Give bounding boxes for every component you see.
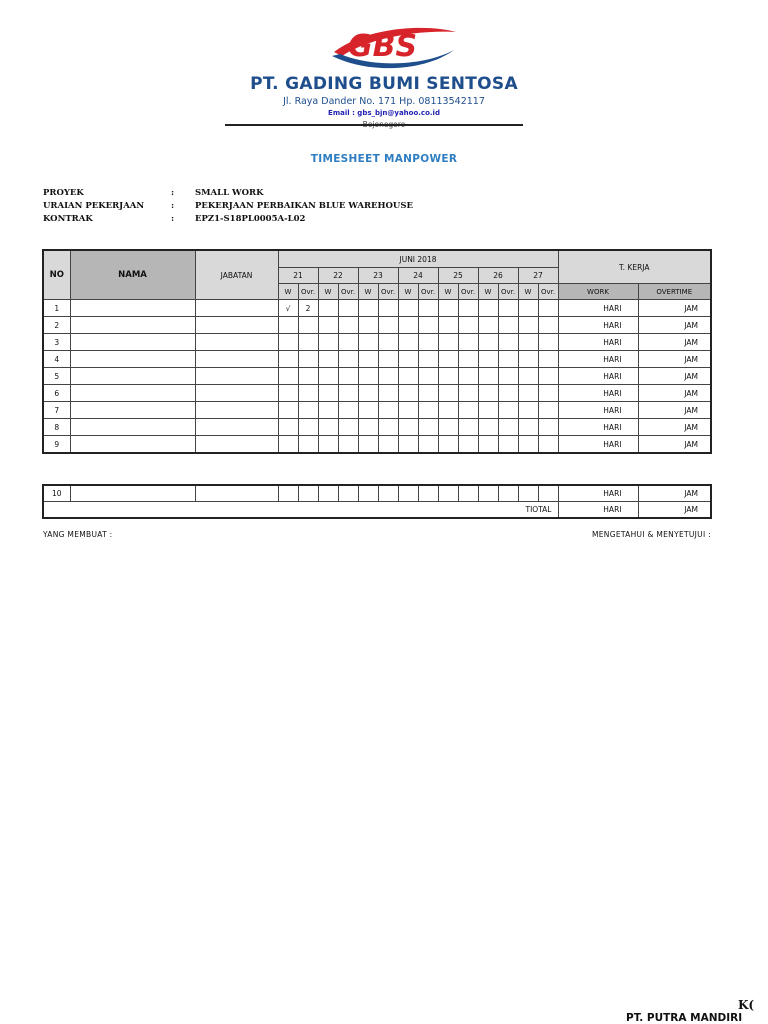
cell-hari: HARI	[558, 419, 638, 436]
cell-w	[318, 436, 338, 454]
cell-w	[398, 419, 418, 436]
row-nama	[70, 317, 195, 334]
header-day: 24	[398, 268, 438, 284]
header-w: W	[318, 284, 338, 300]
cell-ovr	[378, 436, 398, 454]
cell-ovr	[298, 436, 318, 454]
cell-w	[438, 385, 458, 402]
cell-jam: JAM	[638, 402, 711, 419]
cell-ovr	[298, 385, 318, 402]
cell-w	[438, 402, 458, 419]
row-nama	[70, 402, 195, 419]
made-by-label: YANG MEMBUAT :	[43, 530, 113, 539]
cell-ovr	[458, 334, 478, 351]
cell-ovr	[418, 436, 438, 454]
header-day: 21	[278, 268, 318, 284]
info-separator: :	[171, 201, 175, 211]
company-address: Jl. Raya Dander No. 171 Hp. 08113542117	[283, 96, 485, 107]
cell-w	[518, 485, 538, 502]
cell-w	[518, 334, 538, 351]
row-jabatan	[195, 317, 278, 334]
cell-jam: JAM	[638, 300, 711, 317]
row-jabatan	[195, 485, 278, 502]
cell-ovr	[338, 334, 358, 351]
cell-w	[478, 402, 498, 419]
cell-hari: HARI	[558, 402, 638, 419]
cell-w	[358, 385, 378, 402]
table-row	[43, 436, 711, 454]
svg-text:GBS: GBS	[348, 29, 418, 64]
header-month: JUNI 2018	[278, 250, 558, 268]
cell-ovr	[378, 419, 398, 436]
cell-hari: HARI	[558, 385, 638, 402]
cell-w	[278, 368, 298, 385]
header-w: W	[398, 284, 418, 300]
header-day: 23	[358, 268, 398, 284]
row-nama	[70, 368, 195, 385]
info-label: PROYEK	[43, 188, 84, 198]
info-row-kontrak	[0, 214, 768, 226]
row-no: 3	[43, 334, 70, 351]
row-no: 8	[43, 419, 70, 436]
row-jabatan	[195, 351, 278, 368]
header-t-kerja: T. KERJA	[558, 250, 711, 284]
cell-w	[358, 351, 378, 368]
total-hari: HARI	[558, 502, 638, 519]
cell-ovr	[418, 334, 438, 351]
cell-ovr	[458, 485, 478, 502]
cell-w	[518, 436, 538, 454]
cell-w	[438, 368, 458, 385]
cell-w	[318, 485, 338, 502]
table-row	[43, 385, 711, 402]
header-day: 25	[438, 268, 478, 284]
cell-w	[358, 334, 378, 351]
cell-ovr	[458, 402, 478, 419]
row-no: 6	[43, 385, 70, 402]
header-work: WORK	[558, 284, 638, 300]
row-nama	[70, 385, 195, 402]
info-separator: :	[171, 214, 175, 224]
info-value: EPZ1-S18PL0005A-L02	[195, 214, 306, 224]
cell-w: √	[278, 300, 298, 317]
cell-jam: JAM	[638, 419, 711, 436]
cell-hari: HARI	[558, 436, 638, 454]
cell-w	[478, 385, 498, 402]
cell-ovr: 2	[298, 300, 318, 317]
cell-ovr	[418, 385, 438, 402]
cell-ovr	[338, 317, 358, 334]
cell-ovr	[538, 436, 558, 454]
cell-ovr	[418, 485, 438, 502]
company-logo	[328, 22, 460, 76]
table-row	[43, 419, 711, 436]
cell-w	[318, 317, 338, 334]
cell-hari: HARI	[558, 485, 638, 502]
row-no: 9	[43, 436, 70, 454]
cell-w	[518, 385, 538, 402]
cell-w	[438, 334, 458, 351]
cell-w	[398, 351, 418, 368]
cell-w	[398, 385, 418, 402]
cell-ovr	[538, 300, 558, 317]
cell-w	[278, 317, 298, 334]
cell-w	[438, 300, 458, 317]
company-city: Bojonegoro	[362, 120, 406, 129]
header-nama: NAMA	[70, 250, 195, 300]
cell-w	[318, 419, 338, 436]
header-ovr: Ovr.	[538, 284, 558, 300]
cell-ovr	[538, 334, 558, 351]
header-divider	[225, 124, 523, 126]
cell-w	[478, 334, 498, 351]
cell-ovr	[538, 368, 558, 385]
cell-w	[518, 317, 538, 334]
row-nama	[70, 485, 195, 502]
cell-ovr	[498, 368, 518, 385]
row-jabatan	[195, 368, 278, 385]
info-label: KONTRAK	[43, 214, 93, 224]
row-jabatan	[195, 419, 278, 436]
row-jabatan	[195, 402, 278, 419]
cell-w	[318, 351, 338, 368]
cell-w	[518, 368, 538, 385]
header-no: NO	[43, 250, 70, 300]
cell-ovr	[378, 300, 398, 317]
cell-ovr	[378, 485, 398, 502]
row-nama	[70, 419, 195, 436]
info-row-uraian	[0, 201, 768, 213]
table-row	[43, 351, 711, 368]
cell-w	[358, 368, 378, 385]
cell-jam: JAM	[638, 351, 711, 368]
cell-ovr	[458, 351, 478, 368]
cell-w	[478, 485, 498, 502]
cell-w	[358, 402, 378, 419]
cell-hari: HARI	[558, 334, 638, 351]
info-label: URAIAN PEKERJAAN	[43, 201, 145, 211]
cell-w	[398, 436, 418, 454]
table-row	[43, 317, 711, 334]
cell-ovr	[418, 368, 438, 385]
cell-jam: JAM	[638, 385, 711, 402]
cell-ovr	[338, 485, 358, 502]
cell-hari: HARI	[558, 300, 638, 317]
cell-ovr	[298, 419, 318, 436]
cell-ovr	[298, 402, 318, 419]
acknowledged-label: MENGETAHUI & MENYETUJUI :	[592, 530, 711, 539]
row-nama	[70, 300, 195, 317]
cell-ovr	[378, 334, 398, 351]
cell-ovr	[538, 351, 558, 368]
timesheet-total-table	[42, 484, 712, 519]
info-value: PEKERJAAN PERBAIKAN BLUE WAREHOUSE	[195, 201, 413, 211]
cell-w	[518, 402, 538, 419]
cell-ovr	[298, 334, 318, 351]
cell-w	[398, 334, 418, 351]
cell-w	[478, 351, 498, 368]
company-name: PT. GADING BUMI SENTOSA	[250, 74, 518, 94]
cell-w	[318, 334, 338, 351]
cell-w	[398, 402, 418, 419]
cell-w	[358, 485, 378, 502]
cell-ovr	[538, 419, 558, 436]
header-ovr: Ovr.	[338, 284, 358, 300]
row-nama	[70, 334, 195, 351]
cell-w	[278, 351, 298, 368]
row-no: 2	[43, 317, 70, 334]
row-no: 10	[43, 485, 70, 502]
cell-w	[398, 368, 418, 385]
header-ovr: Ovr.	[458, 284, 478, 300]
total-jam: JAM	[638, 502, 711, 519]
cell-w	[358, 317, 378, 334]
cell-ovr	[378, 317, 398, 334]
cell-w	[438, 485, 458, 502]
cell-w	[278, 419, 298, 436]
table-row	[43, 300, 711, 317]
header-ovr: Ovr.	[378, 284, 398, 300]
cell-ovr	[338, 351, 358, 368]
cell-w	[398, 300, 418, 317]
cell-ovr	[458, 385, 478, 402]
footer-truncated-text: K(	[738, 998, 755, 1012]
row-jabatan	[195, 334, 278, 351]
cell-ovr	[498, 334, 518, 351]
cell-ovr	[498, 317, 518, 334]
cell-ovr	[418, 419, 438, 436]
cell-ovr	[458, 317, 478, 334]
cell-ovr	[298, 368, 318, 385]
cell-w	[278, 385, 298, 402]
header-ovr: Ovr.	[298, 284, 318, 300]
cell-w	[358, 300, 378, 317]
row-jabatan	[195, 300, 278, 317]
cell-ovr	[498, 300, 518, 317]
row-nama	[70, 351, 195, 368]
total-label: TIOTAL	[43, 502, 558, 519]
cell-ovr	[418, 317, 438, 334]
cell-ovr	[338, 300, 358, 317]
cell-ovr	[378, 402, 398, 419]
cell-jam: JAM	[638, 334, 711, 351]
cell-hari: HARI	[558, 317, 638, 334]
cell-ovr	[378, 351, 398, 368]
cell-w	[358, 436, 378, 454]
table-row	[43, 485, 711, 502]
cell-ovr	[498, 419, 518, 436]
cell-w	[438, 436, 458, 454]
cell-ovr	[418, 351, 438, 368]
cell-w	[478, 300, 498, 317]
cell-w	[318, 402, 338, 419]
cell-w	[478, 436, 498, 454]
total-row	[43, 502, 711, 519]
cell-ovr	[538, 485, 558, 502]
row-no: 5	[43, 368, 70, 385]
cell-ovr	[538, 317, 558, 334]
info-value: SMALL WORK	[195, 188, 264, 198]
cell-w	[398, 317, 418, 334]
cell-ovr	[338, 402, 358, 419]
cell-ovr	[338, 419, 358, 436]
cell-ovr	[338, 385, 358, 402]
cell-w	[438, 351, 458, 368]
cell-ovr	[378, 368, 398, 385]
table-row	[43, 334, 711, 351]
cell-ovr	[418, 300, 438, 317]
row-nama	[70, 436, 195, 454]
cell-hari: HARI	[558, 368, 638, 385]
cell-ovr	[538, 385, 558, 402]
row-jabatan	[195, 385, 278, 402]
table-row	[43, 368, 711, 385]
header-ovr: Ovr.	[418, 284, 438, 300]
row-jabatan	[195, 436, 278, 454]
info-separator: :	[171, 188, 175, 198]
header-day: 27	[518, 268, 558, 284]
cell-w	[478, 317, 498, 334]
cell-ovr	[338, 368, 358, 385]
cell-ovr	[458, 368, 478, 385]
cell-ovr	[458, 436, 478, 454]
row-no: 7	[43, 402, 70, 419]
cell-w	[518, 351, 538, 368]
cell-w	[518, 419, 538, 436]
row-no: 1	[43, 300, 70, 317]
info-row-proyek	[0, 188, 768, 200]
cell-w	[318, 385, 338, 402]
header-day: 26	[478, 268, 518, 284]
cell-w	[278, 334, 298, 351]
footer-company: PT. PUTRA MANDIRI	[626, 1012, 743, 1024]
document-title: TIMESHEET MANPOWER	[310, 153, 458, 165]
header-w: W	[518, 284, 538, 300]
cell-w	[318, 300, 338, 317]
cell-ovr	[378, 385, 398, 402]
table-row	[43, 402, 711, 419]
cell-ovr	[298, 351, 318, 368]
header-day: 22	[318, 268, 358, 284]
row-no: 4	[43, 351, 70, 368]
cell-ovr	[498, 485, 518, 502]
header-w: W	[438, 284, 458, 300]
cell-ovr	[498, 402, 518, 419]
header-ovr: Ovr.	[498, 284, 518, 300]
cell-hari: HARI	[558, 351, 638, 368]
header-w: W	[358, 284, 378, 300]
cell-jam: JAM	[638, 317, 711, 334]
cell-ovr	[498, 351, 518, 368]
cell-ovr	[298, 485, 318, 502]
cell-jam: JAM	[638, 485, 711, 502]
cell-ovr	[338, 436, 358, 454]
cell-w	[278, 402, 298, 419]
cell-ovr	[498, 385, 518, 402]
cell-w	[318, 368, 338, 385]
cell-w	[478, 419, 498, 436]
cell-w	[478, 368, 498, 385]
cell-jam: JAM	[638, 368, 711, 385]
cell-ovr	[418, 402, 438, 419]
cell-ovr	[538, 402, 558, 419]
cell-w	[518, 300, 538, 317]
header-w: W	[278, 284, 298, 300]
cell-ovr	[458, 419, 478, 436]
cell-w	[358, 419, 378, 436]
cell-ovr	[298, 317, 318, 334]
header-overtime: OVERTIME	[638, 284, 711, 300]
header-jabatan: JABATAN	[195, 250, 278, 300]
cell-w	[438, 419, 458, 436]
cell-ovr	[458, 300, 478, 317]
cell-ovr	[498, 436, 518, 454]
cell-w	[438, 317, 458, 334]
cell-w	[278, 485, 298, 502]
cell-w	[398, 485, 418, 502]
cell-w	[278, 436, 298, 454]
timesheet-table	[42, 249, 712, 454]
company-email: Email : gbs_bjn@yahoo.co.id	[328, 109, 440, 117]
header-w: W	[478, 284, 498, 300]
cell-jam: JAM	[638, 436, 711, 454]
